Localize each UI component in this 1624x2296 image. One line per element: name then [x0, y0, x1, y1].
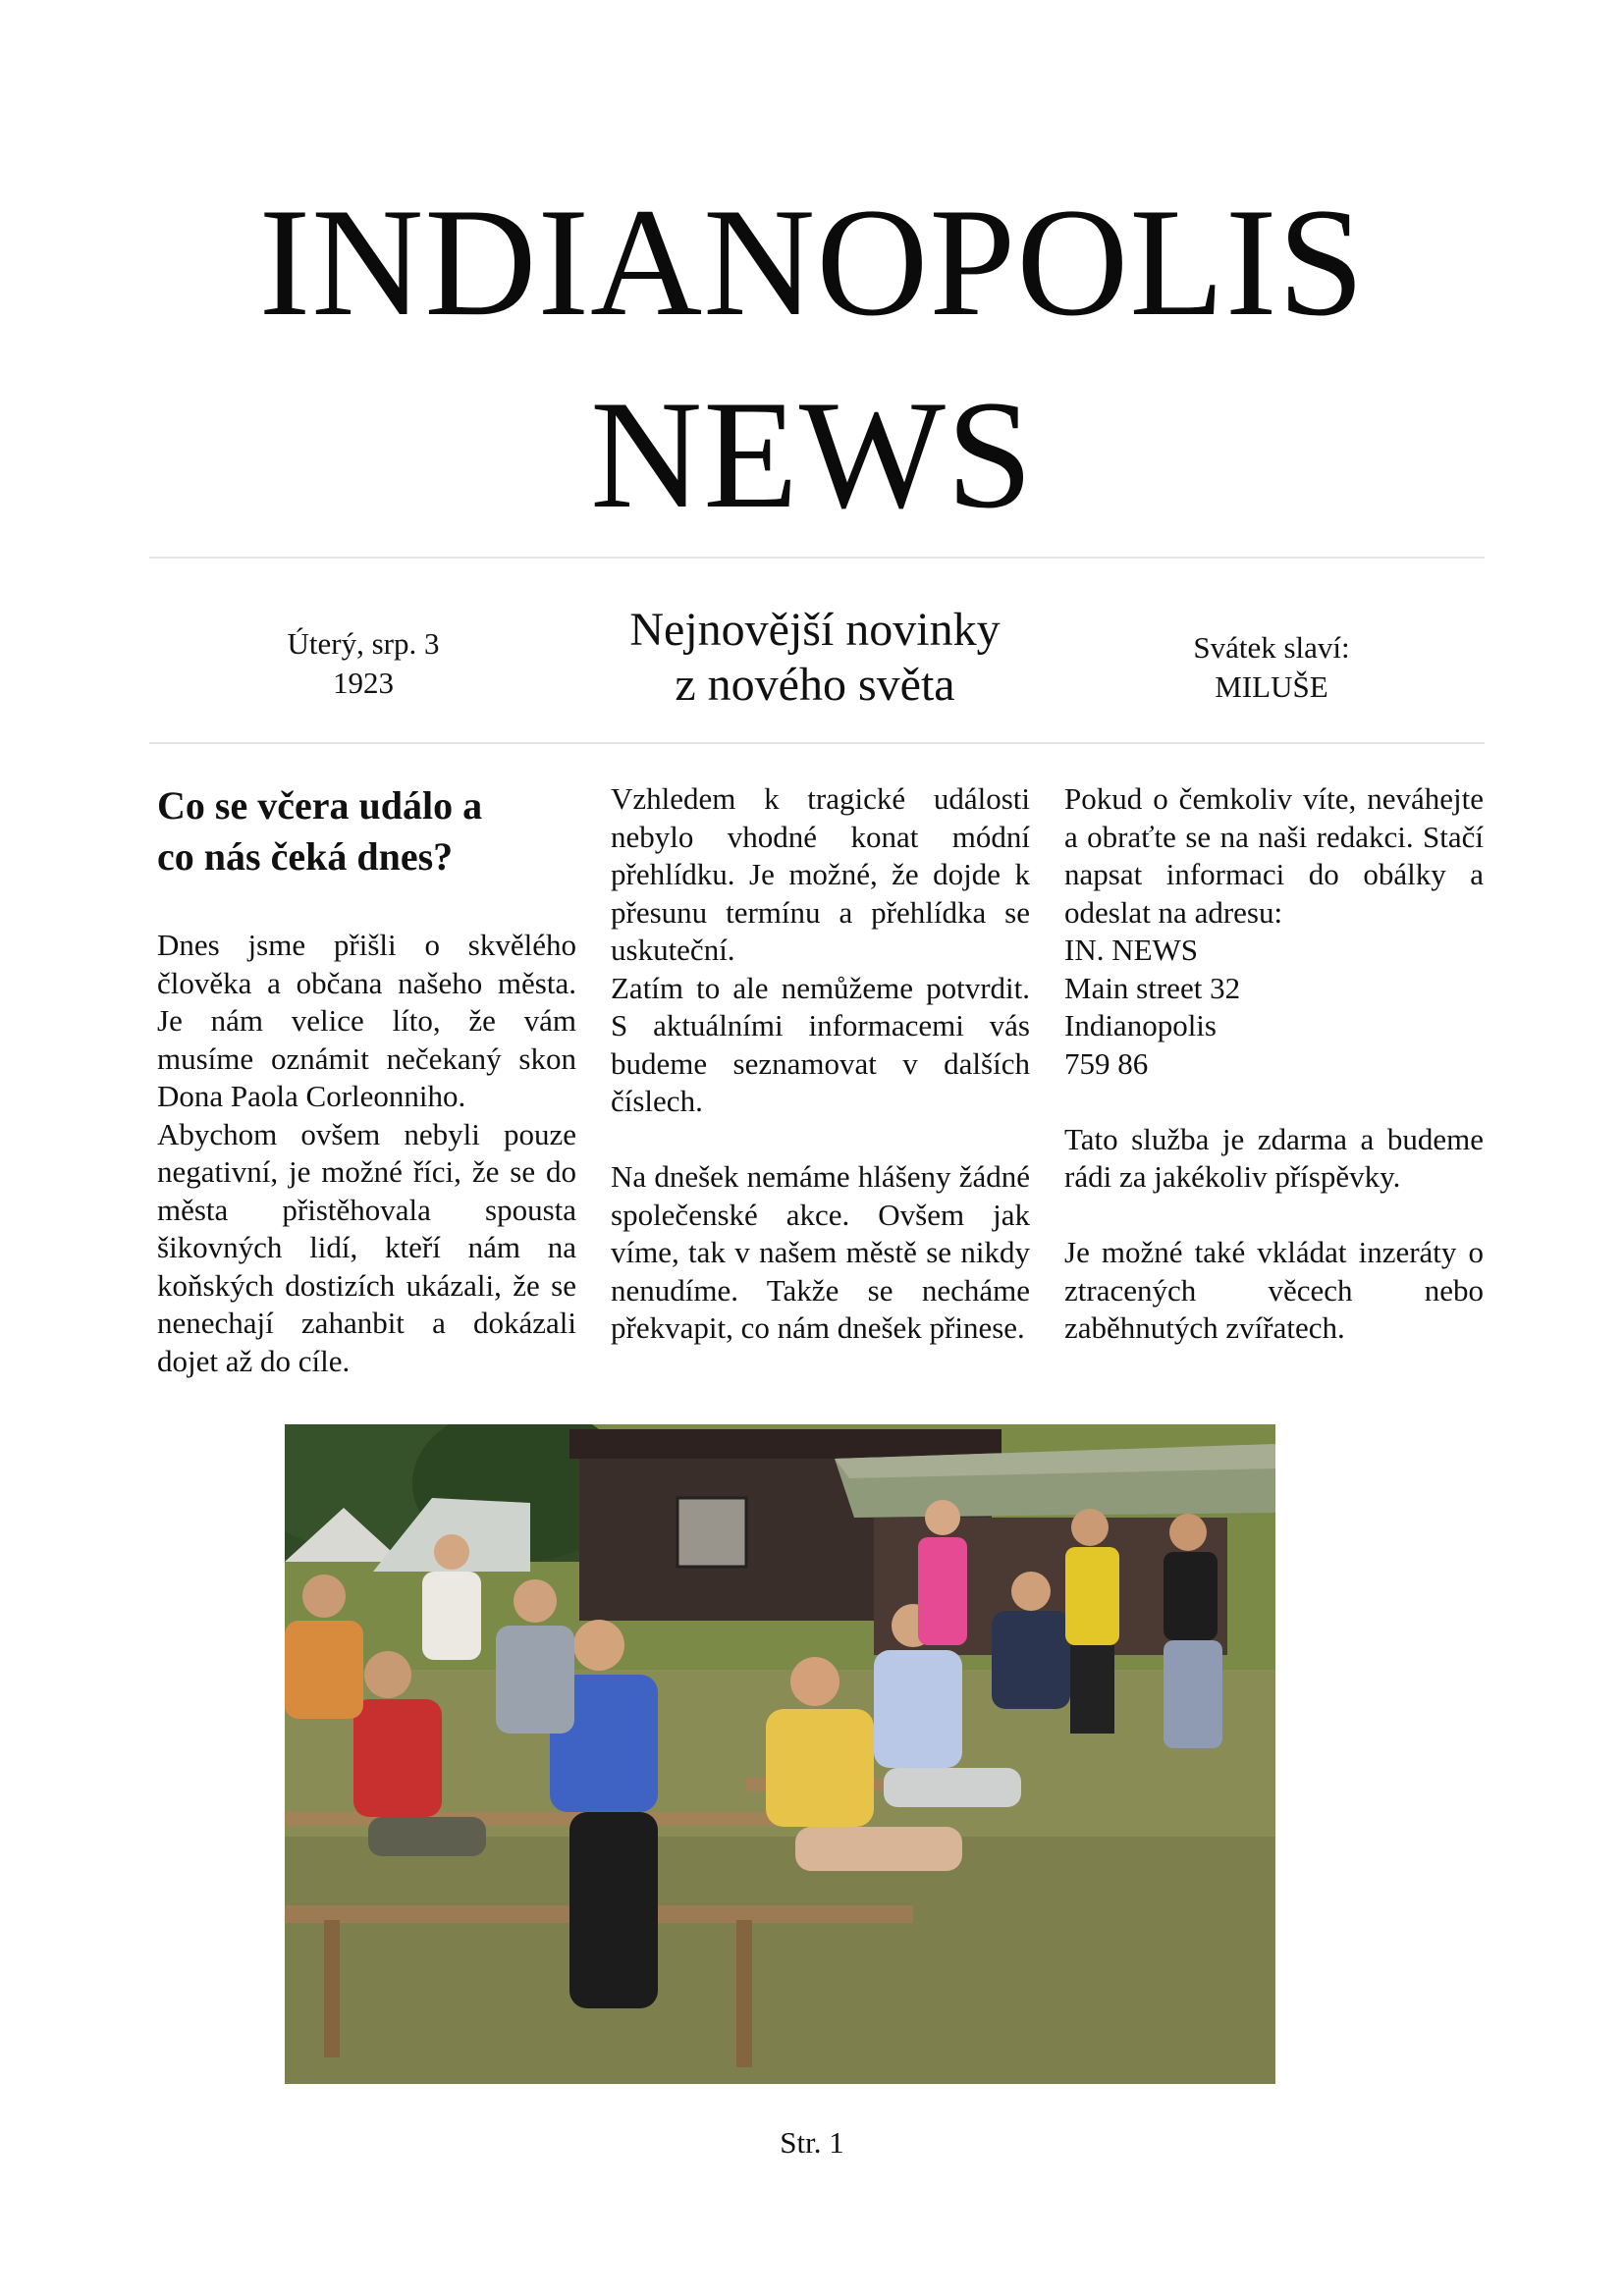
postal-address: [1064, 932, 1484, 1083]
address-line: 759 86: [1064, 1045, 1149, 1081]
article-headline-line-1: Co se včera událo a: [157, 783, 483, 828]
paragraph-spacer: [1064, 1083, 1484, 1121]
article-column-2: [611, 780, 1030, 1348]
paragraph-spacer: [611, 1121, 1030, 1159]
issue-date-weekday: Úterý, srp. 3: [287, 626, 440, 661]
issue-date-year: 1923: [333, 666, 394, 700]
issue-date: [236, 624, 491, 703]
masthead-title: [147, 167, 1477, 552]
nameday-box: [1129, 628, 1414, 707]
article-paragraph: Je možné také vkládat inzeráty o ztracených věcech nebo zaběhnutých zvířatech.: [1064, 1235, 1484, 1345]
article-column-3: [1064, 780, 1484, 1348]
article-paragraph: Dnes jsme přišli o skvělého člověka a občana našeho města. Je nám velice líto, že vám musíme oznámit nečekaný skon Dona Paola Corleonniho.: [157, 928, 576, 1113]
tagline-line-2: z nového světa: [675, 659, 955, 711]
masthead-line-1: INDIANOPOLIS: [258, 177, 1366, 348]
article-headline: [157, 780, 576, 882]
tagline-line-1: Nejnovější novinky: [629, 604, 1001, 656]
header-bottom-divider: [149, 742, 1485, 744]
article-photo: [285, 1424, 1275, 2084]
outdoor-group-photo: [285, 1424, 1275, 2084]
article-paragraph: Na dnešek nemáme hlášeny žádné společenské akce. Ovšem jak víme, tak v našem městě se nikdy nenudíme. Takže se necháme překvapit, co nám dnešek přinese.: [611, 1159, 1030, 1345]
tagline: [584, 603, 1046, 713]
article-headline-line-2: co nás čeká dnes?: [157, 834, 454, 879]
paragraph-spacer: [1064, 1197, 1484, 1235]
article-column-1: [157, 780, 576, 1380]
address-line: Main street 32: [1064, 970, 1241, 1005]
article-paragraph: Zatím to ale nemůžeme potvrdit. S aktuálními informacemi vás budeme seznamovat v dalších číslech.: [611, 970, 1030, 1118]
address-line: IN. NEWS: [1064, 933, 1199, 967]
address-line: Indianopolis: [1064, 1008, 1217, 1042]
article-paragraph: Vzhledem k tragické události nebylo vhodné konat módní přehlídku. Je možné, že dojde k přesunu termínu a přehlídka se uskuteční.: [611, 781, 1030, 967]
masthead-line-2: NEWS: [590, 369, 1034, 541]
article-paragraph: Pokud o čemkoliv víte, neváhejte a obraťte se na naši redakci. Stačí napsat informaci do obálky a odeslat na adresu:: [1064, 781, 1484, 930]
article-paragraph: Tato služba je zdarma a budeme rádi za jakékoliv příspěvky.: [1064, 1121, 1484, 1194]
nameday-label: Svátek slaví:: [1193, 630, 1350, 665]
nameday-name: MILUŠE: [1215, 669, 1328, 704]
article-paragraph: Abychom ovšem nebyli pouze negativní, je možné říci, že se do města přistěhovala spousta šikovných lidí, kteří nám na koňských dostizích ukázali, že se nenechají zahanbit a dokázali dojet až do cíle.: [157, 1116, 576, 1378]
page-number: Str. 1: [780, 2125, 844, 2160]
top-divider: [149, 557, 1485, 559]
